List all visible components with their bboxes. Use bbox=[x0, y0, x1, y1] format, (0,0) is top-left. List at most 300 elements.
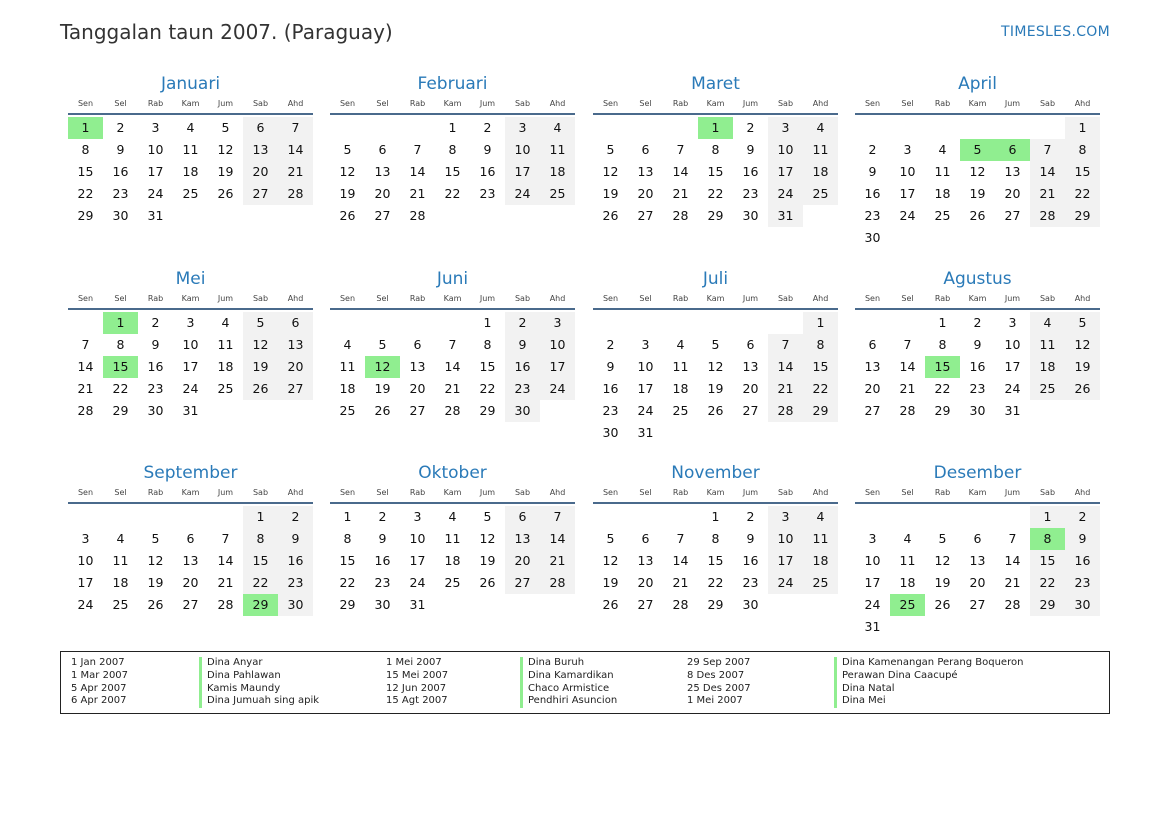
day-cell: 31 bbox=[768, 205, 803, 227]
day-cell: 3 bbox=[641, 337, 650, 352]
empty-cell bbox=[103, 506, 138, 528]
weekday-label: Sab bbox=[514, 99, 531, 108]
day-cell: 16 bbox=[112, 164, 129, 179]
day-cell: 13 bbox=[1004, 164, 1021, 179]
day-cell: 20 bbox=[969, 575, 986, 590]
day-cell: 19 bbox=[217, 164, 234, 179]
day-cell: 19 bbox=[602, 575, 619, 590]
legend-date: 29 Sep 2007 bbox=[687, 657, 751, 668]
day-cell: 29 bbox=[112, 403, 129, 418]
day-cell: 6 bbox=[378, 142, 387, 157]
day-cell: 21 bbox=[768, 378, 803, 400]
day-cell: 2 bbox=[746, 120, 755, 135]
day-cell: 31 bbox=[637, 425, 654, 440]
day-cell: 11 bbox=[217, 337, 234, 352]
holiday-day-cell: 12 bbox=[365, 356, 400, 378]
day-cell: 7 bbox=[1008, 531, 1017, 546]
empty-cell bbox=[435, 312, 470, 334]
month-desember bbox=[855, 462, 1100, 638]
month-name: Mei bbox=[175, 269, 206, 289]
legend-date: 15 Agt 2007 bbox=[386, 695, 448, 707]
day-cell: 6 bbox=[641, 531, 650, 546]
day-cell: 16 bbox=[505, 356, 540, 378]
day-cell: 27 bbox=[637, 597, 654, 612]
day-cell: 14 bbox=[77, 359, 94, 374]
month-maret bbox=[593, 73, 838, 227]
day-cell: 4 bbox=[938, 142, 947, 157]
weekday-header bbox=[330, 292, 575, 305]
header-divider bbox=[68, 308, 313, 310]
weekday-label: Rab bbox=[147, 488, 164, 497]
empty-cell bbox=[890, 312, 925, 334]
legend-date: 1 Jan 2007 bbox=[71, 657, 125, 668]
month-oktober bbox=[330, 462, 575, 616]
legend-dates-col-1 bbox=[71, 657, 128, 708]
weekday-label: Kam bbox=[968, 488, 987, 497]
day-cell: 16 bbox=[969, 359, 986, 374]
weekday-label: Ahd bbox=[549, 99, 566, 108]
weekday-label: Jum bbox=[479, 99, 496, 108]
day-cell: 16 bbox=[479, 164, 496, 179]
day-cell: 7 bbox=[676, 531, 685, 546]
day-grid bbox=[68, 312, 313, 422]
weekday-label: Sab bbox=[1039, 294, 1056, 303]
day-cell: 13 bbox=[374, 164, 391, 179]
day-cell: 24 bbox=[899, 208, 916, 223]
day-cell: 12 bbox=[934, 553, 951, 568]
day-cell: 11 bbox=[803, 528, 838, 550]
empty-cell bbox=[925, 506, 960, 528]
day-cell: 7 bbox=[221, 531, 230, 546]
weekday-label: Jum bbox=[1004, 99, 1021, 108]
empty-cell bbox=[628, 312, 663, 334]
day-cell: 30 bbox=[864, 230, 881, 245]
day-cell: 20 bbox=[374, 186, 391, 201]
day-grid bbox=[593, 506, 838, 616]
empty-cell bbox=[208, 506, 243, 528]
day-cell: 25 bbox=[540, 183, 575, 205]
day-cell: 22 bbox=[339, 575, 356, 590]
day-cell: 27 bbox=[864, 403, 881, 418]
site-logo-text[interactable]: TIMESLES.COM bbox=[1001, 24, 1110, 40]
day-cell: 29 bbox=[77, 208, 94, 223]
day-cell: 17 bbox=[182, 359, 199, 374]
day-cell: 11 bbox=[934, 164, 951, 179]
day-cell: 1 bbox=[711, 509, 720, 524]
weekday-label: Kam bbox=[181, 488, 200, 497]
day-cell: 28 bbox=[1030, 205, 1065, 227]
day-cell: 1 bbox=[483, 315, 492, 330]
day-cell: 16 bbox=[602, 381, 619, 396]
legend-holiday-name: Dina Mei bbox=[834, 695, 1023, 708]
day-cell: 10 bbox=[1004, 337, 1021, 352]
day-cell: 22 bbox=[1030, 572, 1065, 594]
legend-date: 15 Mei 2007 bbox=[386, 669, 449, 681]
day-cell: 16 bbox=[742, 164, 759, 179]
day-cell: 26 bbox=[707, 403, 724, 418]
day-cell: 11 bbox=[182, 142, 199, 157]
day-cell: 12 bbox=[217, 142, 234, 157]
day-cell: 31 bbox=[409, 597, 426, 612]
day-cell: 11 bbox=[1030, 334, 1065, 356]
day-cell: 26 bbox=[934, 597, 951, 612]
weekday-label: Ahd bbox=[1074, 294, 1091, 303]
day-cell: 10 bbox=[409, 531, 426, 546]
weekday-label: Jum bbox=[742, 99, 759, 108]
day-cell: 6 bbox=[243, 117, 278, 139]
holiday-day-cell: 15 bbox=[925, 356, 960, 378]
page-title: Tanggalan taun 2007. (Paraguay) bbox=[60, 20, 393, 44]
day-cell: 27 bbox=[243, 183, 278, 205]
day-cell: 30 bbox=[742, 597, 759, 612]
day-cell: 14 bbox=[899, 359, 916, 374]
day-cell: 23 bbox=[479, 186, 496, 201]
day-cell: 29 bbox=[707, 208, 724, 223]
legend-date: 1 Mei 2007 bbox=[386, 657, 442, 668]
day-cell: 23 bbox=[278, 572, 313, 594]
holiday-legend bbox=[60, 651, 1110, 714]
header-divider bbox=[68, 113, 313, 115]
day-cell: 22 bbox=[444, 186, 461, 201]
day-cell: 31 bbox=[182, 403, 199, 418]
day-cell: 3 bbox=[768, 506, 803, 528]
day-cell: 18 bbox=[112, 575, 129, 590]
empty-cell bbox=[855, 312, 890, 334]
day-cell: 7 bbox=[768, 334, 803, 356]
day-cell: 7 bbox=[1030, 139, 1065, 161]
day-cell: 28 bbox=[540, 572, 575, 594]
weekday-label: Sel bbox=[901, 488, 914, 497]
day-cell: 21 bbox=[217, 575, 234, 590]
legend-names-col-2 bbox=[520, 657, 617, 708]
day-grid bbox=[68, 117, 313, 227]
day-cell: 25 bbox=[112, 597, 129, 612]
day-cell: 13 bbox=[742, 359, 759, 374]
day-cell: 21 bbox=[444, 381, 461, 396]
legend-date: 6 Apr 2007 bbox=[71, 695, 127, 707]
day-cell: 2 bbox=[868, 142, 877, 157]
day-cell: 2 bbox=[151, 315, 160, 330]
day-cell: 3 bbox=[903, 142, 912, 157]
empty-cell bbox=[68, 312, 103, 334]
day-cell: 5 bbox=[711, 337, 720, 352]
day-cell: 7 bbox=[278, 117, 313, 139]
empty-cell bbox=[855, 117, 890, 139]
legend-date: 8 Des 2007 bbox=[687, 669, 745, 681]
holiday-day-cell: 25 bbox=[890, 594, 925, 616]
day-cell: 23 bbox=[602, 403, 619, 418]
day-cell: 3 bbox=[868, 531, 877, 546]
weekday-label: Sen bbox=[339, 99, 356, 108]
day-cell: 2 bbox=[1065, 506, 1100, 528]
empty-cell bbox=[960, 506, 995, 528]
weekday-label: Sab bbox=[1039, 99, 1056, 108]
weekday-label: Sen bbox=[602, 99, 619, 108]
day-cell: 7 bbox=[540, 506, 575, 528]
day-cell: 8 bbox=[116, 337, 125, 352]
legend-holiday-name: Kamis Maundy bbox=[199, 683, 319, 696]
day-cell: 22 bbox=[479, 381, 496, 396]
day-cell: 30 bbox=[969, 403, 986, 418]
empty-cell bbox=[330, 312, 365, 334]
day-cell: 4 bbox=[676, 337, 685, 352]
weekday-label: Kam bbox=[181, 99, 200, 108]
day-cell: 29 bbox=[707, 597, 724, 612]
weekday-label: Sel bbox=[114, 488, 127, 497]
month-name: Desember bbox=[933, 463, 1022, 483]
day-cell: 30 bbox=[505, 400, 540, 422]
weekday-label: Kam bbox=[968, 294, 987, 303]
day-cell: 17 bbox=[637, 381, 654, 396]
day-cell: 18 bbox=[217, 359, 234, 374]
day-cell: 29 bbox=[934, 403, 951, 418]
day-cell: 18 bbox=[934, 186, 951, 201]
day-cell: 24 bbox=[768, 572, 803, 594]
day-cell: 19 bbox=[374, 381, 391, 396]
day-cell: 18 bbox=[540, 161, 575, 183]
legend-holiday-name: Dina Pahlawan bbox=[199, 670, 319, 683]
day-cell: 27 bbox=[742, 403, 759, 418]
day-cell: 6 bbox=[868, 337, 877, 352]
weekday-label: Jum bbox=[217, 99, 234, 108]
day-cell: 5 bbox=[1065, 312, 1100, 334]
month-name: Februari bbox=[417, 74, 488, 94]
day-cell: 1 bbox=[1065, 117, 1100, 139]
day-cell: 23 bbox=[112, 186, 129, 201]
day-cell: 25 bbox=[803, 572, 838, 594]
legend-holiday-name: Perawan Dina Caacupé bbox=[834, 670, 1023, 683]
day-cell: 3 bbox=[81, 531, 90, 546]
empty-cell bbox=[855, 506, 890, 528]
day-cell: 18 bbox=[803, 161, 838, 183]
day-cell: 5 bbox=[378, 337, 387, 352]
weekday-header bbox=[855, 97, 1100, 110]
weekday-label: Sab bbox=[1039, 488, 1056, 497]
day-cell: 14 bbox=[1004, 553, 1021, 568]
day-cell: 9 bbox=[483, 142, 492, 157]
day-cell: 26 bbox=[147, 597, 164, 612]
day-cell: 19 bbox=[934, 575, 951, 590]
empty-cell bbox=[1030, 117, 1065, 139]
day-cell: 16 bbox=[1065, 550, 1100, 572]
day-cell: 4 bbox=[1030, 312, 1065, 334]
day-cell: 18 bbox=[672, 381, 689, 396]
day-cell: 11 bbox=[339, 359, 356, 374]
day-cell: 29 bbox=[1030, 594, 1065, 616]
day-cell: 12 bbox=[969, 164, 986, 179]
day-grid bbox=[330, 506, 575, 616]
day-cell: 11 bbox=[899, 553, 916, 568]
day-cell: 2 bbox=[606, 337, 615, 352]
day-cell: 14 bbox=[1030, 161, 1065, 183]
day-cell: 20 bbox=[182, 575, 199, 590]
legend-dates-col-3 bbox=[687, 657, 751, 708]
holiday-day-cell: 8 bbox=[1030, 528, 1065, 550]
empty-cell bbox=[365, 312, 400, 334]
day-cell: 26 bbox=[374, 403, 391, 418]
day-cell: 8 bbox=[483, 337, 492, 352]
day-cell: 4 bbox=[803, 506, 838, 528]
day-cell: 13 bbox=[278, 334, 313, 356]
day-cell: 5 bbox=[606, 531, 615, 546]
weekday-label: Sen bbox=[602, 294, 619, 303]
day-cell: 25 bbox=[217, 381, 234, 396]
day-cell: 2 bbox=[746, 509, 755, 524]
day-cell: 8 bbox=[711, 531, 720, 546]
day-cell: 25 bbox=[1030, 378, 1065, 400]
day-cell: 19 bbox=[1065, 356, 1100, 378]
day-cell: 17 bbox=[77, 575, 94, 590]
weekday-header bbox=[593, 292, 838, 305]
day-cell: 7 bbox=[413, 142, 422, 157]
day-cell: 26 bbox=[1065, 378, 1100, 400]
day-cell: 18 bbox=[899, 575, 916, 590]
month-name: November bbox=[671, 463, 760, 483]
day-grid bbox=[855, 506, 1100, 638]
holiday-day-cell: 1 bbox=[103, 312, 138, 334]
day-cell: 27 bbox=[505, 572, 540, 594]
day-cell: 23 bbox=[1065, 572, 1100, 594]
day-cell: 18 bbox=[339, 381, 356, 396]
month-juli bbox=[593, 268, 838, 444]
day-cell: 3 bbox=[1008, 315, 1017, 330]
weekday-header bbox=[855, 292, 1100, 305]
header-divider bbox=[593, 308, 838, 310]
day-cell: 1 bbox=[343, 509, 352, 524]
day-cell: 8 bbox=[343, 531, 352, 546]
day-cell: 20 bbox=[742, 381, 759, 396]
empty-cell bbox=[960, 117, 995, 139]
month-februari bbox=[330, 73, 575, 227]
weekday-label: Kam bbox=[706, 99, 725, 108]
weekday-label: Kam bbox=[968, 99, 987, 108]
day-cell: 19 bbox=[479, 553, 496, 568]
empty-cell bbox=[593, 506, 628, 528]
day-cell: 20 bbox=[864, 381, 881, 396]
month-september bbox=[68, 462, 313, 616]
day-cell: 2 bbox=[505, 312, 540, 334]
weekday-label: Jum bbox=[217, 294, 234, 303]
day-cell: 29 bbox=[1065, 205, 1100, 227]
day-cell: 21 bbox=[672, 575, 689, 590]
day-cell: 29 bbox=[803, 400, 838, 422]
day-cell: 8 bbox=[243, 528, 278, 550]
day-grid bbox=[330, 117, 575, 227]
day-cell: 15 bbox=[803, 356, 838, 378]
day-cell: 10 bbox=[147, 142, 164, 157]
day-cell: 13 bbox=[182, 553, 199, 568]
weekday-label: Ahd bbox=[1074, 488, 1091, 497]
day-cell: 8 bbox=[81, 142, 90, 157]
day-cell: 2 bbox=[278, 506, 313, 528]
weekday-label: Ahd bbox=[549, 294, 566, 303]
day-cell: 22 bbox=[707, 575, 724, 590]
legend-holiday-name: Chaco Armistice bbox=[520, 683, 617, 696]
weekday-label: Jum bbox=[1004, 488, 1021, 497]
weekday-label: Ahd bbox=[812, 99, 829, 108]
day-cell: 17 bbox=[505, 161, 540, 183]
day-cell: 28 bbox=[77, 403, 94, 418]
empty-cell bbox=[593, 312, 628, 334]
day-cell: 13 bbox=[505, 528, 540, 550]
month-januari bbox=[68, 73, 313, 227]
day-cell: 8 bbox=[803, 334, 838, 356]
day-cell: 9 bbox=[868, 164, 877, 179]
day-cell: 25 bbox=[803, 183, 838, 205]
day-cell: 23 bbox=[505, 378, 540, 400]
day-cell: 11 bbox=[540, 139, 575, 161]
weekday-label: Sel bbox=[901, 99, 914, 108]
day-cell: 28 bbox=[768, 400, 803, 422]
day-cell: 6 bbox=[186, 531, 195, 546]
day-cell: 9 bbox=[151, 337, 160, 352]
weekday-header bbox=[330, 97, 575, 110]
day-cell: 19 bbox=[243, 356, 278, 378]
day-cell: 30 bbox=[1065, 594, 1100, 616]
day-cell: 13 bbox=[637, 164, 654, 179]
day-cell: 19 bbox=[707, 381, 724, 396]
weekday-label: Kam bbox=[443, 99, 462, 108]
day-cell: 23 bbox=[969, 381, 986, 396]
day-cell: 10 bbox=[505, 139, 540, 161]
weekday-label: Sel bbox=[376, 99, 389, 108]
month-name: Maret bbox=[691, 74, 740, 94]
day-cell: 13 bbox=[864, 359, 881, 374]
day-cell: 24 bbox=[1004, 381, 1021, 396]
day-grid bbox=[593, 117, 838, 227]
day-cell: 25 bbox=[182, 186, 199, 201]
month-name: Januari bbox=[160, 74, 221, 94]
legend-date: 25 Des 2007 bbox=[687, 682, 751, 694]
day-cell: 1 bbox=[448, 120, 457, 135]
day-cell: 28 bbox=[672, 597, 689, 612]
day-cell: 31 bbox=[147, 208, 164, 223]
day-cell: 23 bbox=[864, 208, 881, 223]
day-cell: 19 bbox=[969, 186, 986, 201]
day-cell: 15 bbox=[707, 553, 724, 568]
day-cell: 19 bbox=[339, 186, 356, 201]
empty-cell bbox=[173, 506, 208, 528]
day-cell: 15 bbox=[1030, 550, 1065, 572]
day-cell: 3 bbox=[540, 312, 575, 334]
day-cell: 9 bbox=[973, 337, 982, 352]
day-cell: 27 bbox=[278, 378, 313, 400]
day-cell: 7 bbox=[448, 337, 457, 352]
day-cell: 6 bbox=[505, 506, 540, 528]
weekday-label: Sel bbox=[901, 294, 914, 303]
day-cell: 24 bbox=[147, 186, 164, 201]
weekday-label: Sen bbox=[339, 294, 356, 303]
day-cell: 24 bbox=[77, 597, 94, 612]
weekday-label: Sen bbox=[864, 488, 881, 497]
weekday-label: Sel bbox=[639, 488, 652, 497]
weekday-header bbox=[593, 486, 838, 499]
day-cell: 26 bbox=[602, 597, 619, 612]
weekday-label: Rab bbox=[934, 99, 951, 108]
legend-holiday-name: Dina Kamardikan bbox=[520, 670, 617, 683]
day-cell: 14 bbox=[409, 164, 426, 179]
day-cell: 21 bbox=[672, 186, 689, 201]
day-cell: 24 bbox=[505, 183, 540, 205]
weekday-label: Sab bbox=[252, 294, 269, 303]
day-cell: 14 bbox=[217, 553, 234, 568]
day-cell: 4 bbox=[343, 337, 352, 352]
day-cell: 27 bbox=[1004, 208, 1021, 223]
day-cell: 21 bbox=[409, 186, 426, 201]
weekday-label: Rab bbox=[147, 294, 164, 303]
day-cell: 26 bbox=[969, 208, 986, 223]
day-cell: 9 bbox=[746, 531, 755, 546]
